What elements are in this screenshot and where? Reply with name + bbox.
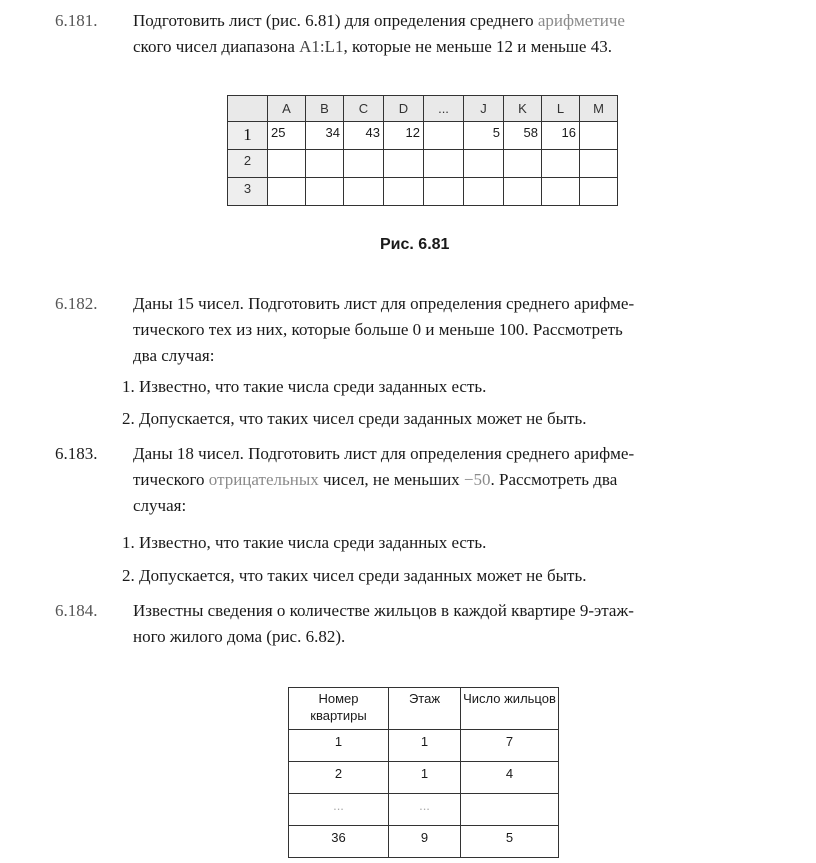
column-header: Этаж bbox=[389, 688, 461, 730]
table-cell: ... bbox=[289, 794, 389, 826]
table-cell: 9 bbox=[389, 826, 461, 858]
problem-text-line: ского чисел диапазона A1:L1, которые не меньше 12 и меньше 43. bbox=[133, 37, 612, 56]
table-cell bbox=[542, 178, 580, 206]
column-header: C bbox=[344, 96, 384, 122]
column-header: Число жильцов bbox=[461, 688, 559, 730]
table-row bbox=[289, 762, 559, 794]
table-cell bbox=[344, 178, 384, 206]
flats-table bbox=[288, 687, 559, 858]
cell-C1: 43 bbox=[344, 122, 384, 150]
problem-text-line: Известны сведения о количестве жильцов в каждой квартире 9-этаж- bbox=[133, 601, 634, 620]
problem-number: 6.183. bbox=[55, 444, 98, 463]
table-cell bbox=[504, 150, 542, 178]
row-header: 1 bbox=[228, 122, 268, 150]
problem-text-line: тического тех из них, которые больше 0 и меньше 100. Рассмотреть bbox=[133, 320, 623, 339]
problem-text-line: два случая: bbox=[133, 346, 215, 365]
table-cell bbox=[268, 150, 306, 178]
table-cell bbox=[580, 150, 618, 178]
spreadsheet-figure bbox=[227, 95, 618, 206]
cell-gap1 bbox=[424, 122, 464, 150]
table-cell: 7 bbox=[461, 730, 559, 762]
table-row bbox=[289, 794, 559, 826]
table-cell bbox=[464, 150, 504, 178]
problem-number: 6.182. bbox=[55, 294, 98, 313]
column-header: K bbox=[504, 96, 542, 122]
cell-A1: 25 bbox=[268, 122, 306, 150]
table-cell: 36 bbox=[289, 826, 389, 858]
case-item: 1. Известно, что такие числа среди заданных есть. bbox=[122, 533, 487, 552]
table-cell bbox=[384, 150, 424, 178]
sheet-row-2 bbox=[228, 150, 618, 178]
sheet-row-1 bbox=[228, 122, 618, 150]
cell-J1: 5 bbox=[464, 122, 504, 150]
column-header: L bbox=[542, 96, 580, 122]
cell-B1: 34 bbox=[306, 122, 344, 150]
figure-caption: Рис. 6.81 bbox=[380, 236, 450, 253]
column-header-row bbox=[228, 96, 618, 122]
table-cell: 1 bbox=[389, 730, 461, 762]
column-header: B bbox=[306, 96, 344, 122]
table-cell bbox=[580, 178, 618, 206]
sheet-row-3 bbox=[228, 178, 618, 206]
problem-text-line: Даны 15 чисел. Подготовить лист для определения среднего арифме- bbox=[133, 294, 635, 313]
problem-6-184 bbox=[55, 598, 785, 650]
table-cell bbox=[306, 150, 344, 178]
column-header: ... bbox=[424, 96, 464, 122]
problem-6-182 bbox=[55, 291, 785, 369]
table-cell: 5 bbox=[461, 826, 559, 858]
problem-text-line: ного жилого дома (рис. 6.82). bbox=[133, 627, 346, 646]
row-header: 2 bbox=[228, 150, 268, 178]
problem-text-line: случая: bbox=[133, 496, 187, 515]
problem-text-line: Даны 18 чисел. Подготовить лист для определения среднего арифме- bbox=[133, 444, 635, 463]
case-item: 2. Допускается, что таких чисел среди заданных может не быть. bbox=[122, 409, 587, 428]
row-header: 3 bbox=[228, 178, 268, 206]
problem-text-line: Подготовить лист (рис. 6.81) для определения среднего арифметиче bbox=[133, 11, 625, 30]
table-cell bbox=[306, 178, 344, 206]
table-cell bbox=[424, 178, 464, 206]
table-header-row bbox=[289, 688, 559, 730]
cell-M1 bbox=[580, 122, 618, 150]
table-cell bbox=[424, 150, 464, 178]
problem-text-line: тического отрицательных чисел, не меньших −50. Рассмотреть два bbox=[133, 470, 618, 489]
column-header: A bbox=[268, 96, 306, 122]
table-cell: ... bbox=[389, 794, 461, 826]
cell-D1: 12 bbox=[384, 122, 424, 150]
table-cell bbox=[542, 150, 580, 178]
cell-K1: 58 bbox=[504, 122, 542, 150]
table-row bbox=[289, 730, 559, 762]
table-cell bbox=[504, 178, 542, 206]
table-cell bbox=[344, 150, 384, 178]
table-cell bbox=[461, 794, 559, 826]
column-header: Номер квартиры bbox=[289, 688, 389, 730]
case-item: 2. Допускается, что таких чисел среди заданных может не быть. bbox=[122, 566, 587, 585]
table-cell bbox=[384, 178, 424, 206]
column-header: J bbox=[464, 96, 504, 122]
table-cell: 1 bbox=[389, 762, 461, 794]
case-item: 1. Известно, что такие числа среди заданных есть. bbox=[122, 377, 487, 396]
problem-number: 6.184. bbox=[55, 601, 98, 620]
problem-number: 6.181. bbox=[55, 11, 98, 30]
cell-L1: 16 bbox=[542, 122, 580, 150]
table-row bbox=[289, 826, 559, 858]
table-cell: 4 bbox=[461, 762, 559, 794]
table-cell bbox=[268, 178, 306, 206]
column-header: M bbox=[580, 96, 618, 122]
table-cell: 2 bbox=[289, 762, 389, 794]
table-cell: 1 bbox=[289, 730, 389, 762]
problem-6-183 bbox=[55, 441, 785, 519]
table-cell bbox=[464, 178, 504, 206]
corner-cell bbox=[228, 96, 268, 122]
problem-6-181 bbox=[55, 8, 785, 60]
column-header: D bbox=[384, 96, 424, 122]
